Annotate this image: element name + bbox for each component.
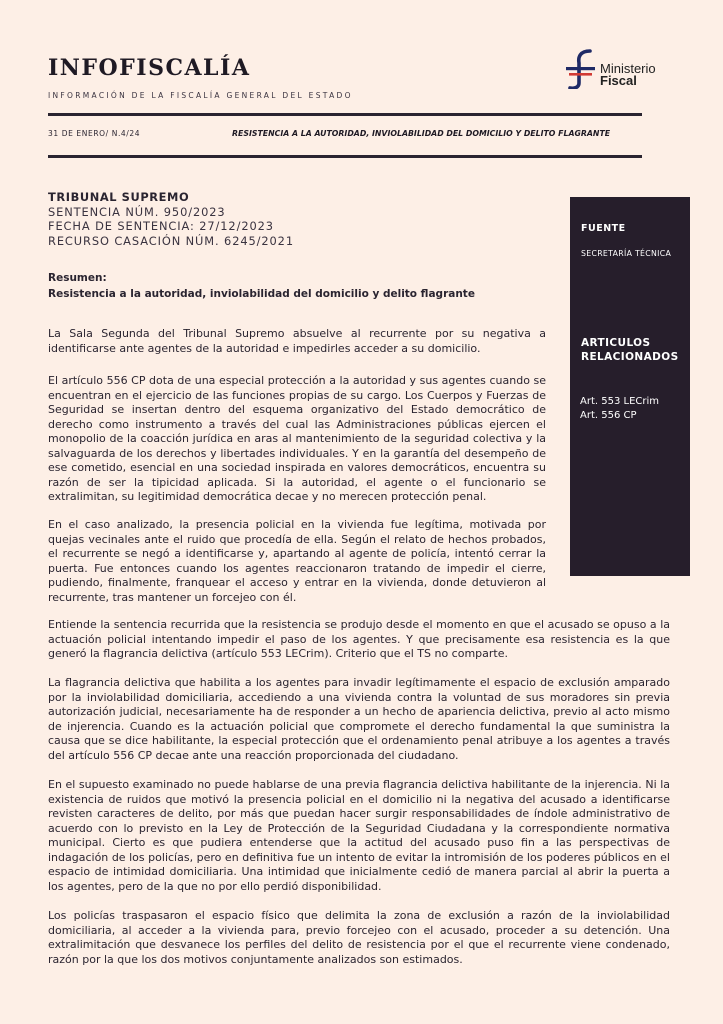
ministerio-fiscal-logo: [566, 49, 676, 93]
related-articles-list: [580, 395, 659, 423]
publication-title: INFOFISCALÍA: [48, 55, 251, 81]
appeal-number: RECURSO CASACIÓN NÚM. 6245/2021: [48, 233, 294, 248]
case-metadata: [48, 190, 294, 248]
header-rule-bottom: [48, 155, 642, 158]
court-name: TRIBUNAL SUPREMO: [48, 190, 190, 204]
related-heading-line2: RELACIONADOS: [581, 351, 679, 363]
body-paragraph-7: Los policías traspasaron el espacio físico que delimita la zona de exclusión a razón de la inviolabilidad domiciliaria, al acceder a la vivienda para, previo forcejeo con el acusado, proceder a su detención. Una extralimitación que desvanece los perfiles del delito de resistencia por el que el recurrente viene condenado, razón por la que los dos motivos conjuntamente analizados son estimados.: [48, 909, 670, 966]
summary-title: Resistencia a la autoridad, inviolabilidad del domicilio y delito flagrante: [48, 288, 475, 300]
body-paragraph-5: La flagrancia delictiva que habilita a los agentes para invadir legítimamente el espacio de exclusión amparado por la inviolabilidad domiciliaria, accediendo a una vivienda contra la voluntad de sus moradores sin previa autorización judicial, necesariamente ha de responder a un hecho de apariencia delictiva, previo al acto mismo de injerencia. Cuando es la actuación policial que compromete el derecho fundamental la que suministra la causa que se dice habilitante, la especial protección que el ordenamiento penal atribuye a los agentes a través del artículo 556 CP decae ante una reacción proporcionada del ciudadano.: [48, 676, 670, 762]
publication-subtitle: INFORMACIÓN DE LA FISCALÍA GENERAL DEL ESTADO: [48, 91, 353, 100]
issue-number: 31 DE ENERO/ N.4/24: [48, 129, 141, 138]
body-paragraph-3: En el caso analizado, la presencia policial en la vivienda fue legítima, motivada por quejas vecinales ante el ruido que procedía de ella. Según el relato de hechos probados, el recurrente se negó a identificarse y, apartando al agente de policía, intentó cerrar la puerta. Fue entonces cuando los agentes reaccionaron tratando de impedir el cierre, pudiendo, finalmente, franquear el acceso y entrar en la vivienda, donde detuvieron al recurrente, tras mantener un forcejeo con él.: [48, 518, 546, 604]
related-heading-line1: ARTICULOS: [581, 337, 651, 349]
sidebar-panel: [570, 197, 690, 576]
related-article-item: Art. 556 CP: [580, 410, 637, 421]
source-heading: FUENTE: [581, 223, 626, 234]
body-paragraph-1: La Sala Segunda del Tribunal Supremo absuelve al recurrente por su negativa a identificarse ante agentes de la autoridad e impedirles acceder a su domicilio.: [48, 327, 546, 355]
body-paragraph-6: En el supuesto examinado no puede hablarse de una previa flagrancia delictiva habilitante de la injerencia. Ni la existencia de ruidos que motivó la presencia policial en el domicilio ni la negativa del acusado a identificarse revisten caracteres de delito, por más que puedan hacer surgir responsabilidades de índole administrativo de acuerdo con lo previsto en la Ley de Protección de la Seguridad Ciudadana y la correspondiente normativa municipal. Cierto es que pudiera entenderse que la actitud del acusado puso fin a las perspectivas de indagación de los policías, pero en definitiva fue un intento de evitar la intromisión de los poderes públicos en el espacio de intimidad domiciliaria. Una intimidad que inicialmente cedió de manera parcial al abrir la puerta a los agentes, pero de la que no por ello perdió disponibilidad.: [48, 778, 670, 893]
sentence-date: FECHA DE SENTENCIA: 27/12/2023: [48, 219, 274, 233]
summary-label: Resumen:: [48, 272, 107, 284]
logo-text-fiscal: Fiscal: [600, 73, 637, 88]
logo-text-ministerio: Ministerio: [600, 61, 656, 76]
source-value: SECRETARÍA TÉCNICA: [581, 249, 672, 258]
issue-topic: RESISTENCIA A LA AUTORIDAD, INVIOLABILIDAD DEL DOMICILIO Y DELITO FLAGRANTE: [232, 129, 611, 138]
related-articles-heading: [581, 336, 679, 364]
header-rule-top: [48, 113, 642, 116]
body-paragraph-4: Entiende la sentencia recurrida que la resistencia se produjo desde el momento en que el acusado se opuso a la actuación policial intentando impedir el paso de los agentes. Y que precisamente esa resistencia es la que generó la flagrancia delictiva (artículo 553 LECrim). Criterio que el TS no comparte.: [48, 618, 670, 660]
body-paragraph-2: El artículo 556 CP dota de una especial protección a la autoridad y sus agentes cuando se encuentran en el ejercicio de las funciones propias de su cargo. Los Cuerpos y Fuerzas de Seguridad se insertan dentro del esquema organizativo del Estado democrático de derecho como instrumento a través del cual las Administraciones públicas ejercen el monopolio de la coacción jurídica en aras al mantenimiento de la seguridad colectiva y la salvaguarda de los derechos y libertades individuales. Y en la garantía del desempeño de ese cometido, esencial en una sociedad inspirada en valores democráticos, encuentra su razón de ser la tipicidad aplicada. Si la autoridad, el agente o el funcionario se extralimitan, su legitimidad democrática decae y no merecen protección penal.: [48, 374, 546, 503]
ministerio-fiscal-emblem-icon: [566, 49, 596, 89]
sentence-number: SENTENCIA NÚM. 950/2023: [48, 204, 226, 219]
related-article-item: Art. 553 LECrim: [580, 396, 659, 407]
